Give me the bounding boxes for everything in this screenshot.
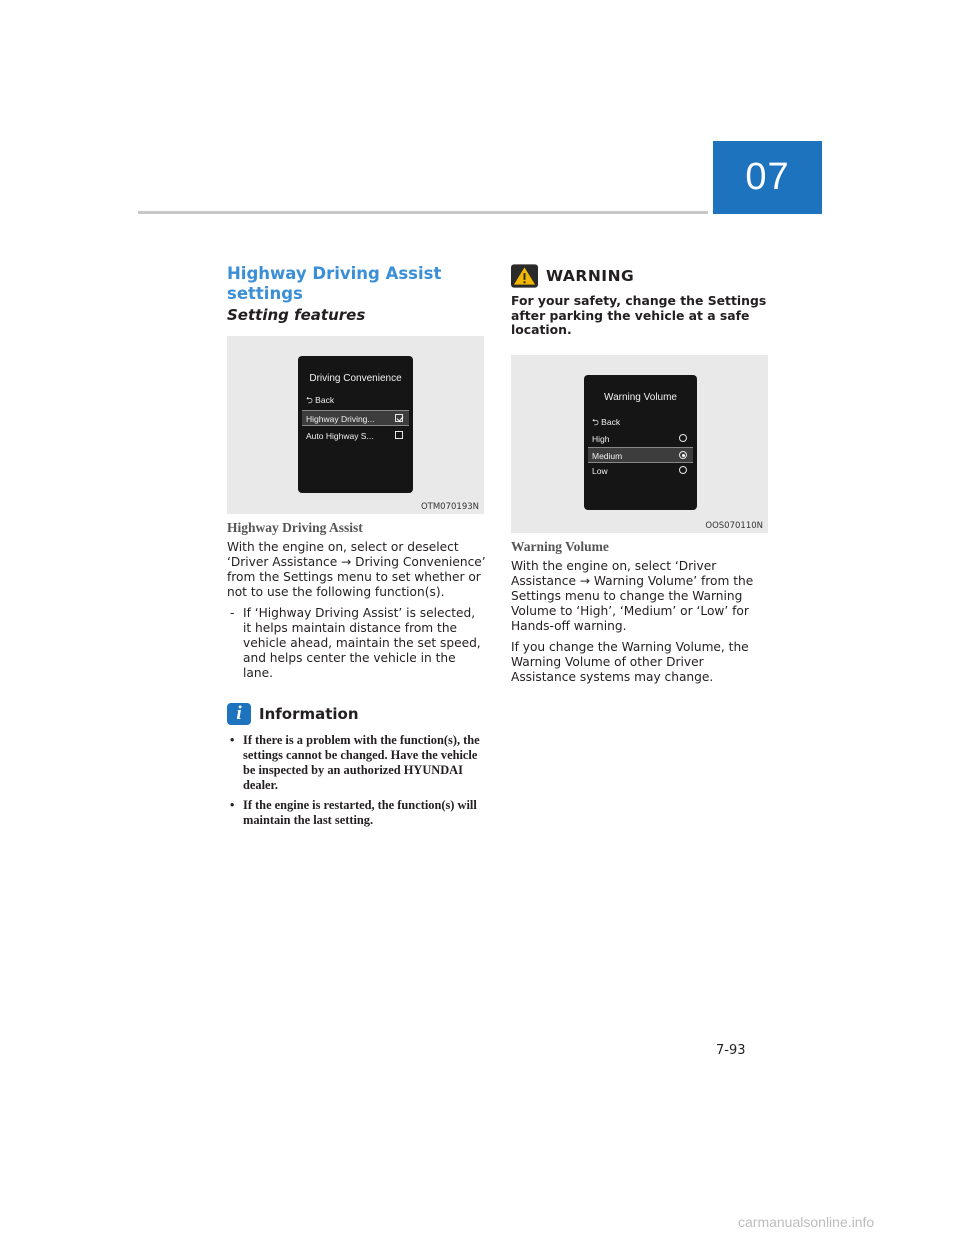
warning-text: For your safety, change the Settings after parking the vehicle at a safe location. — [511, 293, 767, 337]
screen-title: Driving Convenience — [309, 373, 402, 384]
checkbox-checked-icon — [395, 414, 403, 422]
watermark[interactable]: carmanualsonline.info — [738, 1214, 875, 1230]
cluster-screen — [584, 375, 697, 510]
figure-warning-volume — [511, 355, 768, 533]
body-text: If you change the Warning Volume, the Warning Volume of other Driver Assistance systems may change. — [511, 639, 749, 684]
screen-row-highway-driving — [302, 410, 409, 426]
warning-title: WARNING — [546, 267, 635, 285]
right-column — [511, 264, 771, 691]
screen-row-low — [588, 463, 693, 479]
screen-title: Warning Volume — [604, 391, 677, 403]
figure-driving-convenience — [227, 336, 484, 514]
dash-item-text: If ‘Highway Driving Assist’ is selected, it helps maintain distance from the vehicle ahead, maintain the set speed, and helps center the vehicle in the lane. — [243, 606, 481, 680]
section-title: Highway Driving Assist settings — [227, 264, 442, 303]
screen-row-high — [588, 431, 693, 447]
warning-triangle-icon — [511, 264, 538, 288]
header-rule — [138, 211, 708, 214]
radio-unselected-icon — [679, 434, 687, 442]
info-bullet — [227, 733, 487, 793]
screen-row-label: Highway Driving... — [306, 414, 375, 424]
radio-selected-icon — [679, 451, 687, 459]
info-bullets — [227, 733, 487, 828]
page-number: 7-93 — [716, 1043, 746, 1058]
sub-title: Setting features — [227, 306, 366, 324]
screen-back-row: ⮌ Back — [306, 395, 335, 405]
item-title-warning-volume: Warning Volume — [511, 538, 609, 554]
dash-marker: - — [230, 606, 235, 620]
info-icon: i — [227, 703, 251, 725]
screen-row-label: Low — [592, 465, 608, 476]
radio-unselected-icon — [679, 466, 687, 474]
chapter-tab: 07 — [713, 141, 822, 214]
screen-row-label: Auto Highway S... — [306, 431, 374, 441]
body-text: With the engine on, select or deselect ‘Driver Assistance → Driving Convenience’ from the Settings menu to set whether or not to use the following function(s). — [227, 540, 486, 599]
screen-row-label: Medium — [592, 450, 623, 461]
info-bullet — [227, 798, 487, 828]
screen-row-auto-highway — [302, 428, 409, 444]
checkbox-unchecked-icon — [395, 431, 403, 439]
screen-row-medium — [588, 447, 693, 463]
screen-row-label: High — [592, 433, 610, 444]
screen-back-row: ⮌ Back — [592, 416, 621, 427]
left-column — [227, 264, 487, 833]
info-header — [227, 703, 487, 725]
bullet-dot: • — [230, 733, 235, 747]
info-title: Information — [259, 705, 359, 723]
figure-code: OTM070193N — [420, 502, 479, 512]
item-title-hda: Highway Driving Assist — [227, 520, 363, 535]
body-text: With the engine on, select ‘Driver Assistance → Warning Volume’ from the Settings menu to change the Warning Volume to ‘High’, ‘Medium’ or ‘Low’ for Hands-off warning. — [511, 558, 754, 633]
cluster-screen — [298, 356, 413, 493]
bullet-text: If there is a problem with the function(s), the settings cannot be changed. Have the vehicle be inspected by an authorized HYUNDAI dealer. — [243, 733, 480, 792]
warning-header — [511, 264, 771, 288]
dash-list-item — [227, 606, 487, 681]
bullet-dot: • — [230, 798, 235, 812]
bullet-text: If the engine is restarted, the function(s) will maintain the last setting. — [243, 798, 477, 827]
figure-code: OOS070110N — [705, 520, 763, 531]
